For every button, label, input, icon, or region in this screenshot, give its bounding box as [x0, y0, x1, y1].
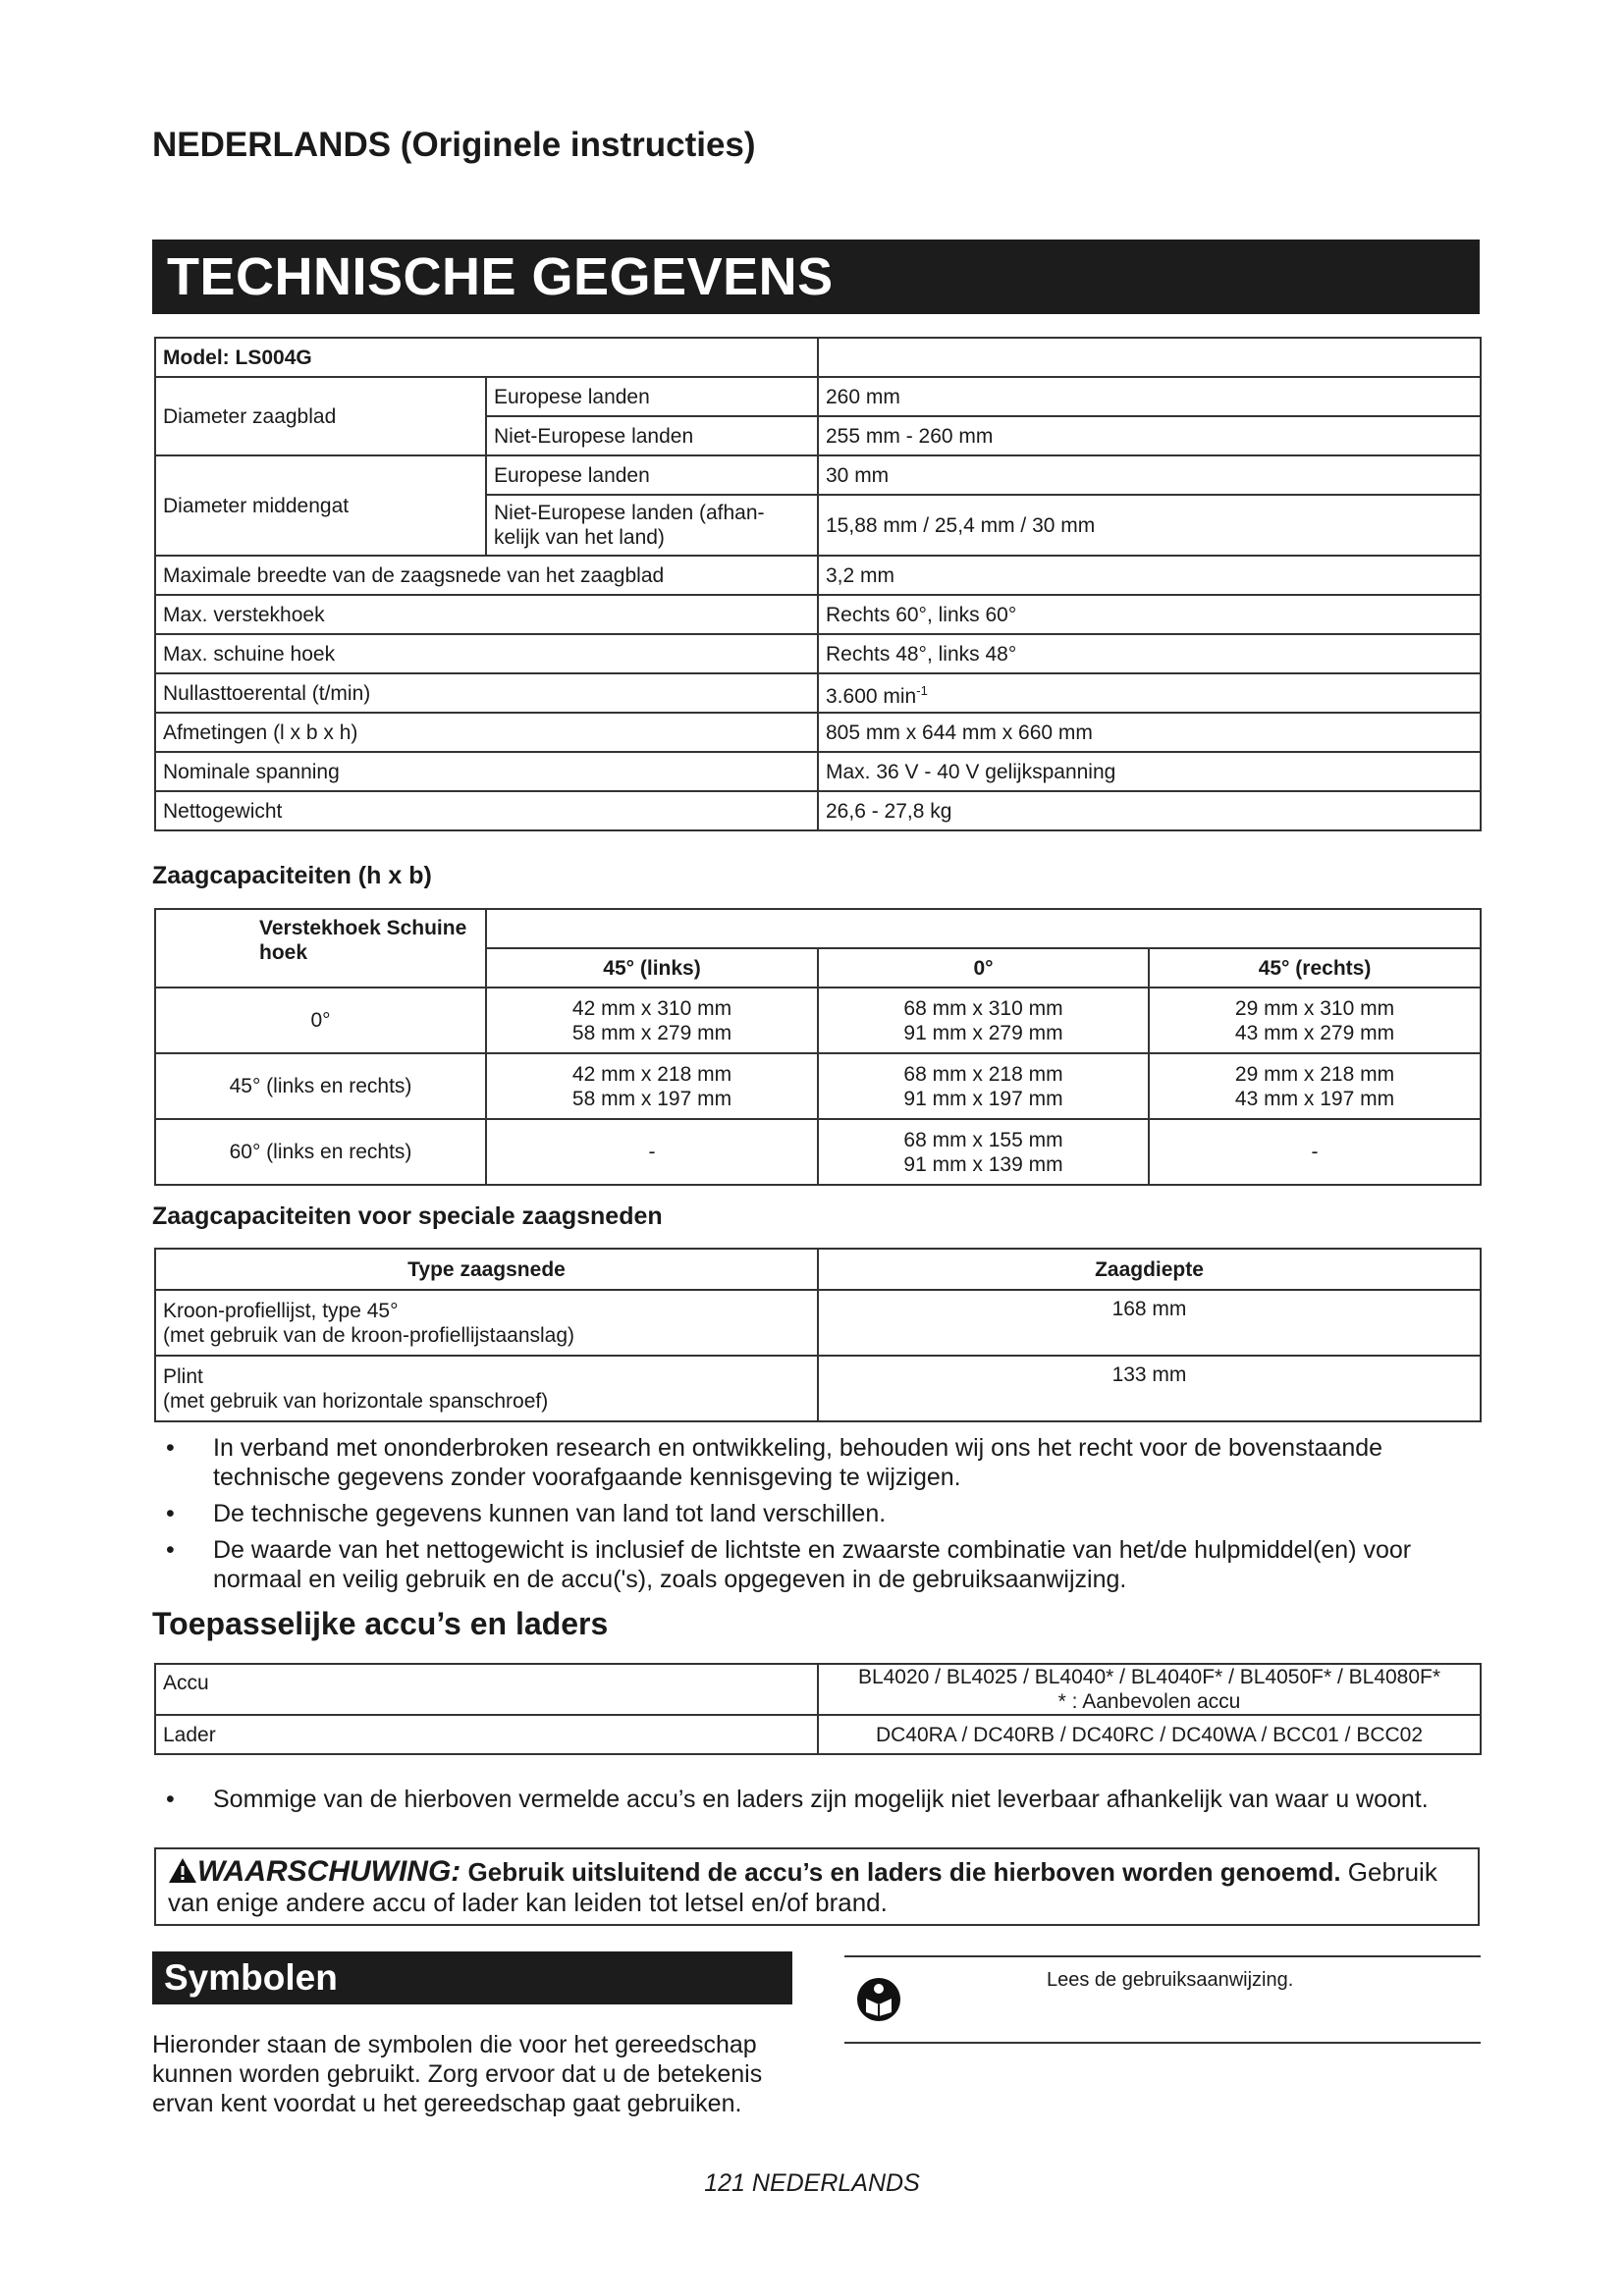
bevel-value: Rechts 48°, links 48° — [818, 634, 1481, 673]
miter-value: Rechts 60°, links 60° — [818, 595, 1481, 634]
dimensions-label: Afmetingen (l x b x h) — [155, 713, 818, 752]
warning-box — [154, 1847, 1480, 1926]
charger-label: Lader — [155, 1715, 818, 1754]
warning-text: Gebruik van enige andere accu of lader kan leiden tot letsel en/of brand. — [168, 1857, 1437, 1917]
model-value: LS004G — [235, 346, 312, 369]
capacity-cell: 42 mm x 310 mm 58 mm x 279 mm — [486, 988, 818, 1053]
voltage-label: Nominale spanning — [155, 752, 818, 791]
no-load-speed-label: Nullasttoerental (t/min) — [155, 673, 818, 713]
specifications-table — [154, 337, 1482, 831]
table-row — [155, 556, 1481, 595]
column-header: Zaagdiepte — [818, 1249, 1481, 1290]
table-header-spacer — [486, 909, 1481, 948]
blade-diameter-eu-value: 260 mm — [818, 377, 1481, 416]
kerf-label: Maximale breedte van de zaagsnede van het zaagblad — [155, 556, 818, 595]
capacity-cell: 42 mm x 218 mm 58 mm x 197 mm — [486, 1053, 818, 1119]
capacity-cell: - — [486, 1119, 818, 1185]
capacity-cell: - — [1149, 1119, 1481, 1185]
capacity-cell: 29 mm x 218 mm 43 mm x 197 mm — [1149, 1053, 1481, 1119]
model-label: Model: LS004G — [155, 338, 818, 377]
voltage-value: Max. 36 V - 40 V gelijkspanning — [818, 752, 1481, 791]
special-cuts-title: Zaagcapaciteiten voor speciale zaagsneden — [152, 1202, 663, 1230]
column-header: 45° (rechts) — [1149, 948, 1481, 988]
column-header: Type zaagsnede — [155, 1249, 818, 1290]
spec-value-empty — [818, 338, 1481, 377]
table-row — [155, 988, 1481, 1053]
bore-eu-value: 30 mm — [818, 455, 1481, 495]
bore-noneu-label: Niet-Europese landen (afhan-kelijk van het land) — [486, 495, 818, 556]
cutting-capacity-table — [154, 908, 1482, 1186]
cut-type: Kroon-profiellijst, type 45° (met gebruik van de kroon-profiellijstaanslag) — [155, 1290, 818, 1356]
table-row — [155, 634, 1481, 673]
table-row — [155, 713, 1481, 752]
dimensions-value: 805 mm x 644 mm x 660 mm — [818, 713, 1481, 752]
warning-bold-text: Gebruik uitsluitend de accu’s en laders die hierboven worden genoemd. — [467, 1857, 1341, 1887]
column-header: 0° — [818, 948, 1149, 988]
list-item: • Sommige van de hierboven vermelde accu’s en laders zijn mogelijk niet leverbaar afhankelijk van waar u woont. — [152, 1785, 1483, 1814]
table-row — [155, 909, 1481, 948]
spec-notes-list — [152, 1433, 1483, 1601]
kerf-value: 3,2 mm — [818, 556, 1481, 595]
capacity-cell: 68 mm x 155 mm 91 mm x 139 mm — [818, 1119, 1149, 1185]
batteries-table — [154, 1663, 1482, 1755]
table-row — [155, 377, 1481, 416]
table-row — [155, 791, 1481, 830]
battery-availability-note — [152, 1785, 1483, 1814]
bore-diameter-label: Diameter middengat — [155, 455, 486, 556]
capacity-cell: 68 mm x 310 mm 91 mm x 279 mm — [818, 988, 1149, 1053]
table-row — [155, 752, 1481, 791]
row-label: 45° (links en rechts) — [155, 1053, 486, 1119]
capacity-cell: 29 mm x 310 mm 43 mm x 279 mm — [1149, 988, 1481, 1053]
special-cuts-table — [154, 1248, 1482, 1422]
table-row — [155, 1053, 1481, 1119]
cut-depth: 133 mm — [818, 1356, 1481, 1421]
no-load-speed-value: 3.600 $\min^{-1}$ — [818, 673, 1481, 713]
miter-label: Max. verstekhoek — [155, 595, 818, 634]
table-row — [155, 1715, 1481, 1754]
no-load-speed-exponent: -1 — [916, 682, 928, 698]
row-label: 60° (links en rechts) — [155, 1119, 486, 1185]
warning-label: WAARSCHUWING: — [197, 1855, 461, 1888]
bore-noneu-value: 15,88 mm / 25,4 mm / 30 mm — [818, 495, 1481, 556]
bore-eu-label: Europese landen — [486, 455, 818, 495]
net-weight-value: 26,6 - 27,8 kg — [818, 791, 1481, 830]
table-row — [155, 1290, 1481, 1356]
battery-label: Accu — [155, 1664, 818, 1715]
row-label: 0° — [155, 988, 486, 1053]
table-row — [155, 1664, 1481, 1715]
net-weight-label: Nettogewicht — [155, 791, 818, 830]
blade-diameter-noneu-label: Niet-Europese landen — [486, 416, 818, 455]
charger-value: DC40RA / DC40RB / DC40RC / DC40WA / BCC01 / BCC02 — [818, 1715, 1481, 1754]
table-row — [155, 1119, 1481, 1185]
blade-diameter-label: Diameter zaagblad — [155, 377, 486, 455]
table-row — [155, 1356, 1481, 1421]
list-item: • De technische gegevens kunnen van land tot land verschillen. — [152, 1499, 1483, 1528]
table-row — [155, 338, 1481, 377]
warning-triangle-icon — [168, 1857, 197, 1884]
column-header: 45° (links) — [486, 948, 818, 988]
page-footer: 121 NEDERLANDS — [704, 2169, 920, 2197]
bevel-label: Max. schuine hoek — [155, 634, 818, 673]
capacity-cell: 68 mm x 218 mm 91 mm x 197 mm — [818, 1053, 1149, 1119]
page-language-title: NEDERLANDS (Originele instructies) — [152, 126, 756, 164]
symbols-banner: Symbolen — [152, 1951, 792, 2004]
table-row — [155, 455, 1481, 495]
technical-data-banner: TECHNISCHE GEGEVENS — [152, 240, 1480, 314]
cut-depth: 168 mm — [818, 1290, 1481, 1356]
read-manual-icon — [856, 1977, 901, 2022]
blade-diameter-noneu-value: 255 mm - 260 mm — [818, 416, 1481, 455]
table-row — [155, 595, 1481, 634]
blade-diameter-eu-label: Europese landen — [486, 377, 818, 416]
cut-type: Plint (met gebruik van horizontale spanschroef) — [155, 1356, 818, 1421]
read-manual-text: Lees de gebruiksaanwijzing. — [1047, 1969, 1294, 1991]
batteries-chargers-title: Toepasselijke accu’s en laders — [152, 1606, 609, 1641]
list-item: • In verband met ononderbroken research en ontwikkeling, behouden wij ons het recht voor de bovenstaande technische gegevens zonder voorafgaande kennisgeving te wijzigen. — [152, 1433, 1483, 1492]
battery-value: BL4020 / BL4025 / BL4040* / BL4040F* / BL4050F* / BL4080F* * : Aanbevolen accu — [818, 1664, 1481, 1715]
cutting-capacity-title: Zaagcapaciteiten (h x b) — [152, 862, 432, 889]
table-row — [155, 673, 1481, 713]
table-row — [155, 1249, 1481, 1290]
table-corner-header: Verstekhoek Schuine hoek — [155, 909, 486, 988]
symbols-intro: Hieronder staan de symbolen die voor het gereedschap kunnen worden gebruikt. Zorg ervoor dat u de betekenis ervan kent voordat u het gereedschap gaat gebruiken. — [152, 2031, 763, 2117]
symbols-table — [844, 1955, 1481, 2044]
list-item: • De waarde van het nettogewicht is inclusief de lichtste en zwaarste combinatie van het/de hulpmiddel(en) voor normaal en veilig gebruik en de accu('s), zoals opgegeven in de gebruiksaanwijzing. — [152, 1535, 1483, 1594]
